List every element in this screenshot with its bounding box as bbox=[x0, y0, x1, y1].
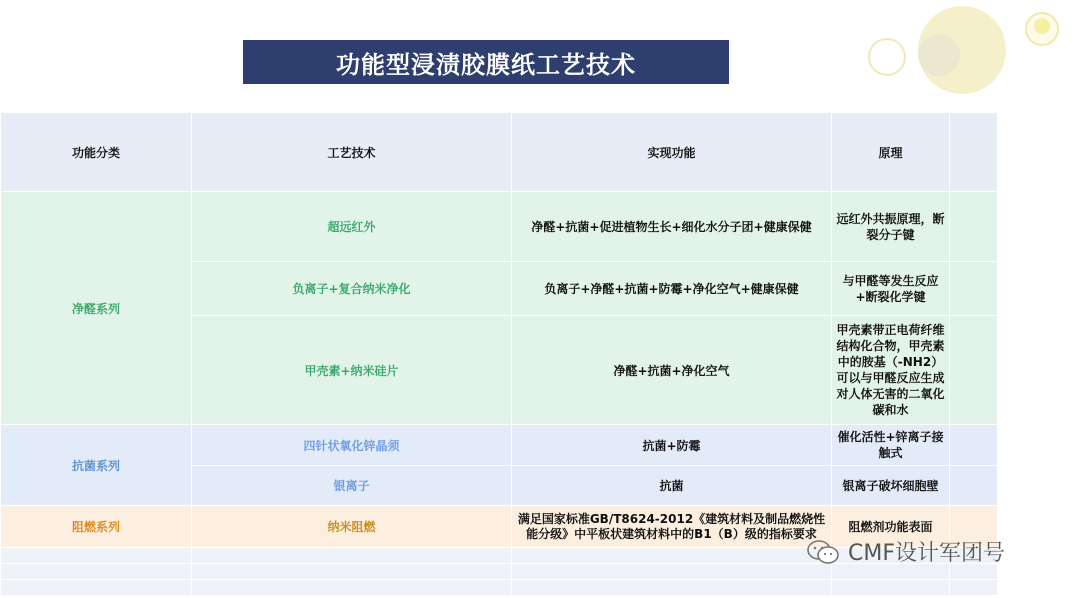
principle-cell: 远红外共振原理，断裂分子键 bbox=[832, 192, 950, 262]
watermark bbox=[806, 536, 1005, 567]
category-cell: 抗菌系列 bbox=[1, 425, 192, 506]
watermark-text: CMF设计军团号 bbox=[848, 541, 1005, 566]
category-cell: 阻燃系列 bbox=[1, 506, 192, 548]
principle-cell: 阻燃剂功能表面 bbox=[832, 506, 950, 548]
principle-cell: 催化活性+锌离子接触式 bbox=[832, 425, 950, 466]
header-technique: 工艺技术 bbox=[192, 113, 512, 192]
table-row bbox=[1, 192, 998, 262]
function-cell: 负离子+净醛+抗菌+防霉+净化空气+健康保健 bbox=[512, 262, 832, 316]
page-title: 功能型浸渍胶膜纸工艺技术 bbox=[243, 40, 729, 84]
header-category: 功能分类 bbox=[1, 113, 192, 192]
process-table bbox=[0, 112, 998, 596]
empty-row bbox=[1, 580, 998, 596]
tech-cell: 超远红外 bbox=[192, 192, 512, 262]
wechat-icon bbox=[806, 538, 840, 566]
extra-cell bbox=[950, 262, 998, 316]
function-cell: 满足国家标准GB/T8624-2012《建筑材料及制品燃烧性能分级》中平板状建筑材料中的B1（B）级的指标要求 bbox=[512, 506, 832, 548]
decor-circle bbox=[1034, 18, 1050, 34]
extra-cell bbox=[950, 466, 998, 506]
function-cell: 净醛+抗菌+净化空气 bbox=[512, 316, 832, 425]
function-cell: 抗菌+防霉 bbox=[512, 425, 832, 466]
function-cell: 抗菌 bbox=[512, 466, 832, 506]
tech-cell: 四针状氧化锌晶须 bbox=[192, 425, 512, 466]
decor-ring bbox=[868, 38, 906, 76]
tech-cell: 甲壳素+纳米硅片 bbox=[192, 316, 512, 425]
extra-cell bbox=[950, 425, 998, 466]
table-row bbox=[1, 425, 998, 466]
principle-cell: 银离子破坏细胞壁 bbox=[832, 466, 950, 506]
extra-cell bbox=[950, 192, 998, 262]
principle-cell: 与甲醛等发生反应+断裂化学键 bbox=[832, 262, 950, 316]
table-header-row bbox=[1, 113, 998, 192]
function-cell: 净醛+抗菌+促进植物生长+细化水分子团+健康保健 bbox=[512, 192, 832, 262]
tech-cell: 负离子+复合纳米净化 bbox=[192, 262, 512, 316]
category-cell: 净醛系列 bbox=[1, 192, 192, 425]
header-function: 实现功能 bbox=[512, 113, 832, 192]
header-extra bbox=[950, 113, 998, 192]
decor-circle bbox=[918, 34, 960, 76]
extra-cell bbox=[950, 316, 998, 425]
tech-cell: 银离子 bbox=[192, 466, 512, 506]
tech-cell: 纳米阻燃 bbox=[192, 506, 512, 548]
header-principle: 原理 bbox=[832, 113, 950, 192]
principle-cell: 甲壳素带正电荷纤维结构化合物，甲壳素中的胺基（-NH2）可以与甲醛反应生成对人体无害的二氧化碳和水 bbox=[832, 316, 950, 425]
